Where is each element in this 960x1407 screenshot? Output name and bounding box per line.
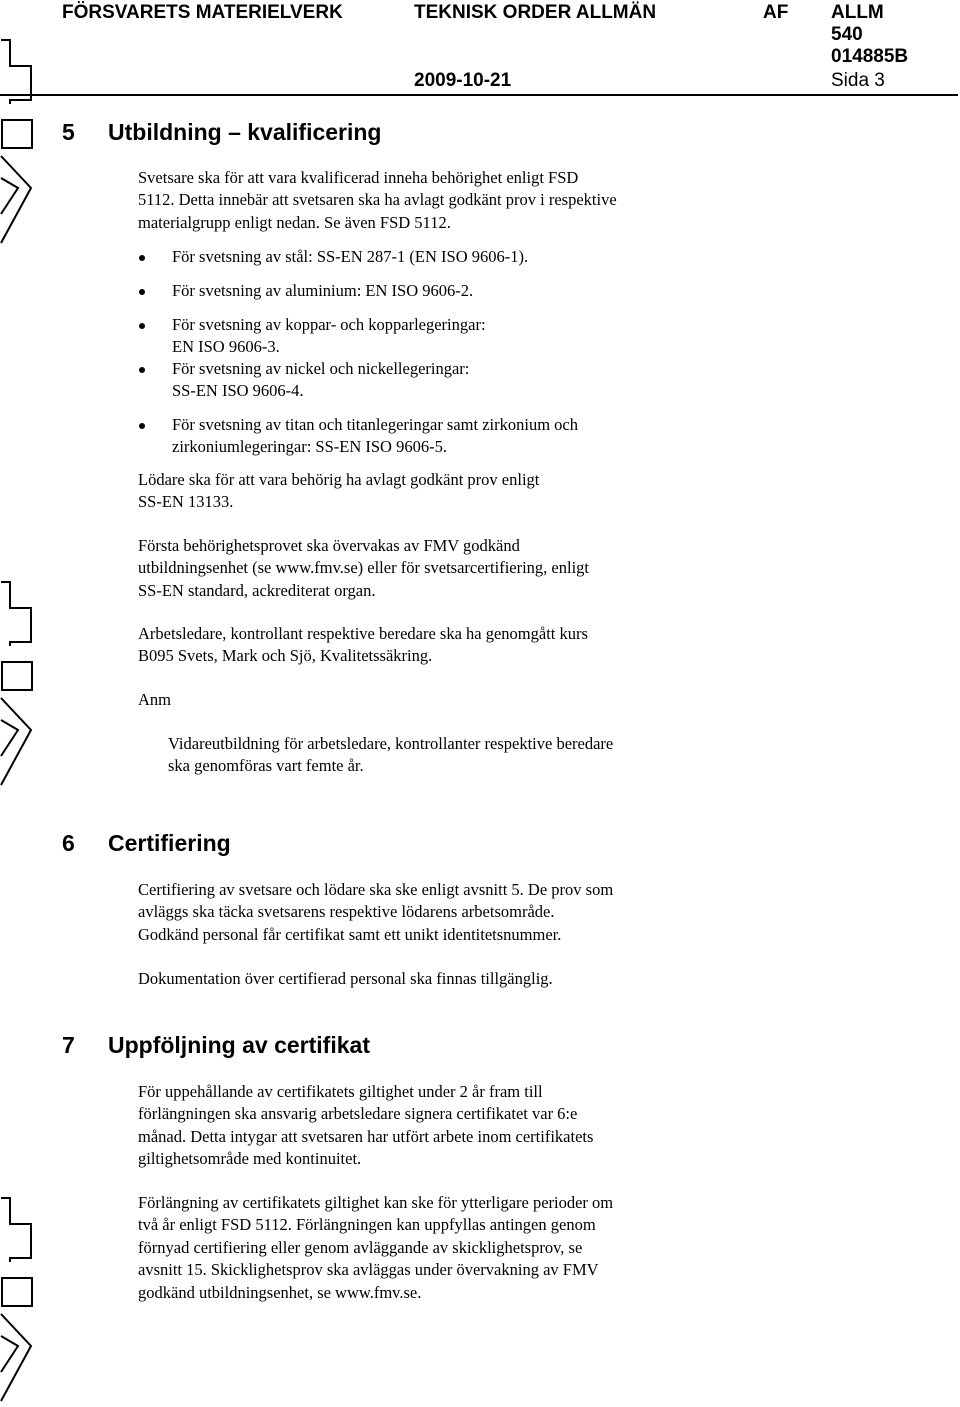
section-7-paragraph	[138, 1192, 738, 1304]
section-7-paragraph	[138, 1081, 738, 1171]
section-5-heading	[62, 118, 381, 146]
bullet-text: För svetsning av stål: SS-EN 287-1 (EN ISO 9606-1).	[172, 247, 529, 266]
header-series: ALLM	[831, 2, 884, 23]
section-5-number: 5	[62, 119, 75, 145]
paragraph-line: utbildningsenhet (se www.fmv.se) eller för svetsarcertifiering, enligt	[138, 558, 590, 578]
paragraph-line: Lödare ska för att vara behörig ha avlagt godkänt prov enligt	[138, 470, 540, 489]
section-7-title: Uppföljning av certifikat	[108, 1032, 370, 1058]
section-5-title: Utbildning – kvalificering	[108, 119, 382, 145]
section-5-intro-line: 5112. Detta innebär att svetsaren ska ha avlagt godkänt prov i respektive	[138, 190, 617, 210]
header-number: 540	[831, 24, 863, 45]
paragraph-line: B095 Svets, Mark och Sjö, Kvalitetssäkring.	[138, 646, 433, 666]
bullet-dot	[139, 289, 145, 295]
bullet-text: SS-EN ISO 9606-4.	[172, 381, 304, 401]
paragraph-line: För uppehållande av certifikatets giltighet under 2 år fram till	[138, 1082, 543, 1101]
bullet-text: För svetsning av nickel och nickellegeringar:	[172, 359, 470, 378]
paragraph-line: godkänd utbildningsenhet, se www.fmv.se.	[138, 1282, 422, 1302]
header-category: AF	[763, 2, 789, 23]
paragraph-line: giltighetsområde med kontinuitet.	[138, 1149, 362, 1169]
bullet-dot	[139, 255, 145, 261]
paragraph-line: Certifiering av svetsare och lödare ska ske enligt avsnitt 5. De prov som	[138, 880, 614, 899]
header-rule	[0, 94, 958, 96]
paragraph-line: SS-EN 13133.	[138, 492, 234, 512]
header-page: Sida 3	[831, 70, 885, 91]
paragraph-line: avläggs ska täcka svetsarens respektive lödarens arbetsområde.	[138, 902, 555, 922]
paragraph-line: Förlängning av certifikatets giltighet kan ske för ytterligare perioder om	[138, 1193, 614, 1212]
paragraph-line: förnyad certifiering eller genom avläggande av skicklighetsprov, se	[138, 1237, 583, 1257]
section-6-paragraph	[138, 879, 738, 946]
bullet-dot	[139, 323, 145, 329]
header-doc-id: 014885B	[831, 46, 909, 67]
section-7-heading	[62, 1031, 370, 1059]
section-5-paragraph	[138, 469, 738, 514]
header-date: 2009-10-21	[414, 70, 512, 91]
bullet-text: För svetsning av aluminium: EN ISO 9606-2.	[172, 281, 474, 300]
section-5-paragraph	[138, 623, 738, 668]
note-line: ska genomföras vart femte år.	[168, 756, 364, 776]
paragraph-line: SS-EN standard, ackrediterat organ.	[138, 580, 376, 600]
paragraph-line: Första behörighetsprovet ska övervakas av FMV godkänd	[138, 536, 520, 555]
section-7-number: 7	[62, 1032, 75, 1058]
paragraph-line: Godkänd personal får certifikat samt ett unikt identitetsnummer.	[138, 924, 562, 944]
paragraph-line: avsnitt 15. Skicklighetsprov ska avläggas under övervakning av FMV	[138, 1260, 599, 1280]
header-org: FÖRSVARETS MATERIELVERK	[62, 2, 343, 23]
header-doc-type: TEKNISK ORDER ALLMÄN	[414, 2, 657, 23]
section-6-paragraph	[138, 968, 738, 990]
section-5-intro-line: materialgrupp enligt nedan. Se även FSD 5112.	[138, 212, 451, 232]
bullet-text: För svetsning av koppar- och kopparlegeringar:	[172, 315, 486, 334]
section-5-intro-line: Svetsare ska för att vara kvalificerad inneha behörighet enligt FSD	[138, 168, 579, 187]
section-6-heading	[62, 829, 231, 857]
revision-marks-bottom	[0, 1196, 34, 1407]
section-5-paragraph	[138, 535, 738, 602]
section-6-number: 6	[62, 830, 75, 856]
paragraph-line: månad. Detta intygar att svetsaren har utfört arbete inom certifikatets	[138, 1126, 594, 1146]
paragraph-line: förlängningen ska ansvarig arbetsledare signera certifikatet var 6:e	[138, 1104, 578, 1124]
note-line: Vidareutbildning för arbetsledare, kontrollanter respektive beredare	[168, 734, 614, 753]
note-text	[168, 733, 768, 778]
bullet-dot	[139, 367, 145, 373]
paragraph-line: Dokumentation över certifierad personal ska finnas tillgänglig.	[138, 969, 553, 988]
revision-marks-middle	[0, 580, 34, 792]
bullet-text: EN ISO 9606-3.	[172, 337, 280, 357]
note-label: Anm	[138, 690, 171, 709]
bullet-text: zirkoniumlegeringar: SS-EN ISO 9606-5.	[172, 437, 447, 457]
paragraph-line: Arbetsledare, kontrollant respektive beredare ska ha genomgått kurs	[138, 624, 588, 643]
bullet-dot	[139, 423, 145, 429]
revision-marks-top	[0, 38, 34, 250]
section-5-intro	[138, 167, 738, 234]
paragraph-line: två år enligt FSD 5112. Förlängningen kan uppfyllas antingen genom	[138, 1215, 596, 1235]
bullet-text: För svetsning av titan och titanlegeringar samt zirkonium och	[172, 415, 578, 434]
section-6-title: Certifiering	[108, 830, 231, 856]
